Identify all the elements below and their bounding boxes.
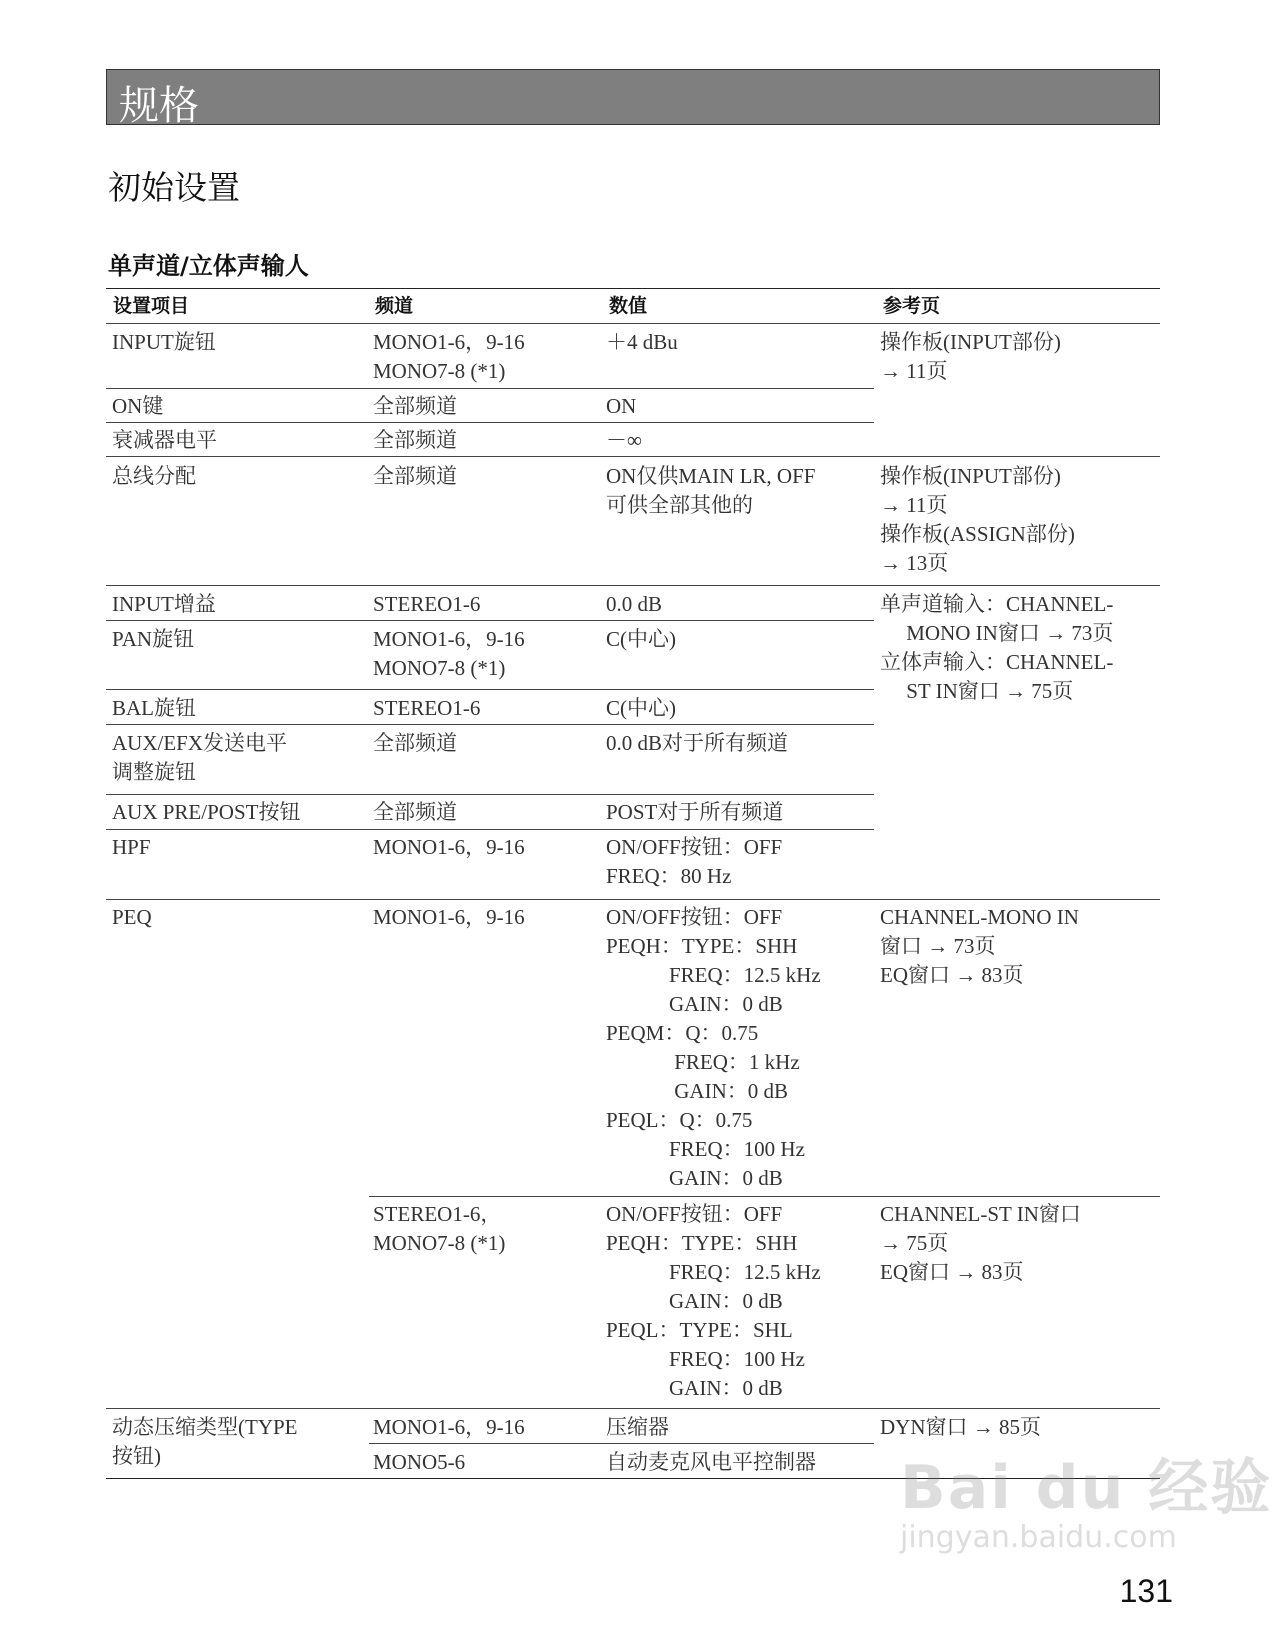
row-rule	[106, 620, 874, 621]
row-rule	[106, 689, 874, 690]
item-bus-assign: 总线分配	[112, 464, 196, 488]
channel-cell: 全部频道	[373, 394, 457, 418]
channel-cell: 全部频道	[373, 800, 457, 824]
value-cell: C(中心)	[606, 627, 676, 651]
watermark-url: jingyan.baidu.com	[900, 1520, 1177, 1555]
item-pan-knob: PAN旋钮	[112, 627, 195, 651]
subsection-title: 单声道/立体声输人	[108, 252, 309, 280]
section-title: 初始设置	[108, 168, 240, 207]
value-cell: ON仅供MAIN LR, OFF 可供全部其他的	[606, 464, 816, 517]
channel-cell: MONO1-6，9-16 MONO7-8 (*1)	[373, 627, 525, 680]
value-cell: ON	[606, 394, 637, 418]
row-rule	[106, 422, 874, 423]
channel-cell: STEREO1-6	[373, 696, 481, 720]
row-rule	[369, 1196, 1160, 1197]
value-cell: POST对于所有频道	[606, 800, 784, 824]
reference-cell: 操作板(INPUT部份) → 11页	[880, 330, 1061, 383]
header-channel: 频道	[375, 295, 414, 317]
channel-cell: MONO1-6，9-16	[373, 1415, 525, 1439]
header-value: 数值	[609, 295, 648, 317]
item-aux-efx-send: AUX/EFX发送电平 调整旋钮	[112, 731, 288, 784]
item-input-knob: INPUT旋钮	[112, 330, 216, 354]
row-rule	[106, 829, 874, 830]
value-cell: ON/OFF按钮：OFF PEQH：TYPE：SHH FREQ：12.5 kHz GAIN：0 dB PEQL：TYPE：SHL FREQ：100 Hz GAIN：0 dB	[606, 1202, 821, 1400]
value-cell: ON/OFF按钮：OFF PEQH：TYPE：SHH FREQ：12.5 kHz GAIN：0 dB PEQM：Q：0.75 FREQ：1 kHz GAIN：0 dB PEQL：Q：0.75 FREQ：100 Hz GAIN：0 dB	[606, 905, 821, 1190]
channel-cell: STEREO1-6	[373, 592, 481, 616]
table-top-rule	[106, 288, 1160, 289]
item-aux-pre-post: AUX PRE/POST按钮	[112, 800, 301, 824]
row-rule	[106, 388, 874, 389]
channel-cell: 全部频道	[373, 731, 457, 755]
channel-cell: MONO1-6，9-16 MONO7-8 (*1)	[373, 330, 525, 383]
table-header-rule	[106, 323, 1160, 324]
item-on-key: ON键	[112, 394, 164, 418]
item-dynamics-type: 动态压缩类型(TYPE 按钮)	[112, 1415, 298, 1468]
item-peq: PEQ	[112, 905, 152, 929]
value-cell: 自动麦克风电平控制器	[606, 1450, 816, 1474]
value-cell: －∞	[606, 428, 642, 452]
item-fader-level: 衰减器电平	[112, 428, 217, 452]
header-reference-page: 参考页	[883, 295, 941, 317]
item-hpf: HPF	[112, 835, 151, 859]
row-rule	[106, 724, 874, 725]
reference-cell: CHANNEL-ST IN窗口 → 75页 EQ窗口 → 83页	[880, 1202, 1081, 1284]
channel-cell: MONO1-6，9-16	[373, 905, 525, 929]
header-setting-item: 设置项目	[113, 295, 190, 317]
item-input-gain: INPUT增益	[112, 592, 216, 616]
channel-cell: MONO1-6，9-16	[373, 835, 525, 859]
reference-cell: CHANNEL-MONO IN 窗口 → 73页 EQ窗口 → 83页	[880, 905, 1079, 987]
reference-cell: 操作板(INPUT部份) → 11页 操作板(ASSIGN部份) → 13页	[880, 464, 1075, 575]
channel-cell: STEREO1-6， MONO7-8 (*1)	[373, 1202, 506, 1255]
page-number: 131	[1119, 1573, 1173, 1609]
watermark-logo: Bai du 经验	[900, 1453, 1273, 1523]
row-rule	[106, 1408, 1160, 1409]
value-cell: 0.0 dB	[606, 592, 663, 616]
item-bal-knob: BAL旋钮	[112, 696, 196, 720]
row-rule	[106, 899, 1160, 900]
page-title: 规格	[119, 83, 199, 129]
value-cell: 压缩器	[606, 1415, 669, 1439]
channel-cell: MONO5-6	[373, 1450, 466, 1474]
title-bar	[106, 69, 1160, 129]
reference-cell: DYN窗口 → 85页	[880, 1415, 1041, 1439]
value-cell: C(中心)	[606, 696, 676, 720]
reference-cell: 单声道输入：CHANNEL- MONO IN窗口 → 73页 立体声输入：CHANNEL- ST IN窗口 → 75页	[880, 592, 1114, 703]
row-rule	[106, 456, 1160, 457]
value-cell: 0.0 dB对于所有频道	[606, 731, 789, 755]
value-cell: ON/OFF按钮：OFF FREQ：80 Hz	[606, 835, 783, 888]
row-rule	[106, 794, 874, 795]
channel-cell: 全部频道	[373, 428, 457, 452]
value-cell: ＋4 dBu	[606, 330, 678, 354]
row-rule	[106, 585, 1160, 586]
row-rule	[369, 1443, 874, 1444]
channel-cell: 全部频道	[373, 464, 457, 488]
watermark	[900, 1440, 1272, 1555]
